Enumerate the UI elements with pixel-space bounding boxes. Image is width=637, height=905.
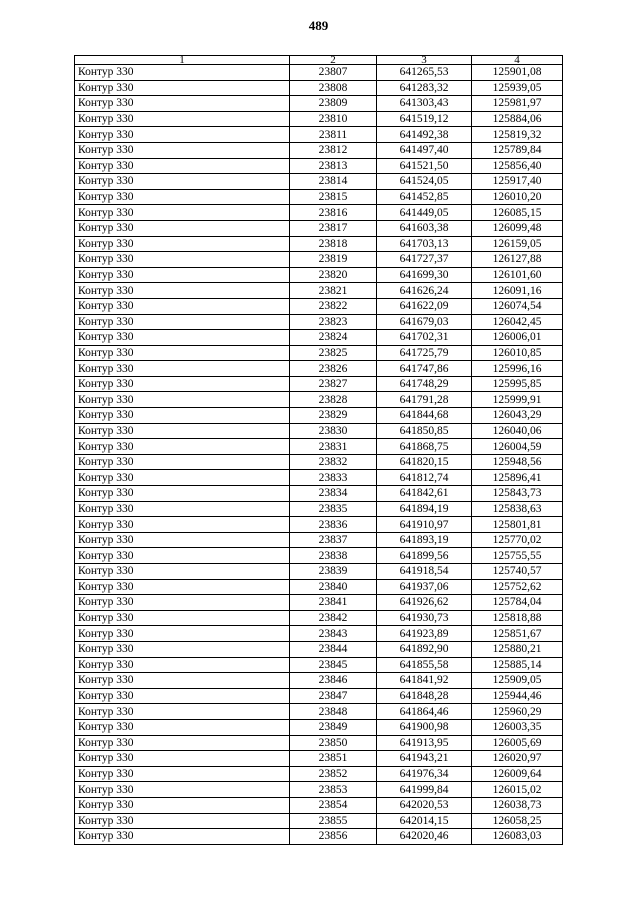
contour-name-cell: Контур 330 bbox=[75, 797, 290, 813]
table-row bbox=[75, 486, 563, 502]
x-coordinate-cell: 641603,38 bbox=[377, 220, 472, 236]
x-coordinate-cell: 641844,68 bbox=[377, 408, 472, 424]
page-number: 489 bbox=[308, 18, 329, 33]
table-header bbox=[75, 56, 563, 65]
y-coordinate-cell: 126010,85 bbox=[472, 345, 563, 361]
x-coordinate-cell: 641519,12 bbox=[377, 111, 472, 127]
point-number-cell: 23851 bbox=[290, 751, 377, 767]
table-row bbox=[75, 657, 563, 673]
point-number-cell: 23822 bbox=[290, 298, 377, 314]
contour-name-cell: Контур 330 bbox=[75, 595, 290, 611]
x-coordinate-cell: 641626,24 bbox=[377, 283, 472, 299]
point-number-cell: 23815 bbox=[290, 189, 377, 205]
x-coordinate-cell: 641892,90 bbox=[377, 641, 472, 657]
contour-name-cell: Контур 330 bbox=[75, 454, 290, 470]
point-number-cell: 23853 bbox=[290, 782, 377, 798]
contour-name-cell: Контур 330 bbox=[75, 688, 290, 704]
point-number-cell: 23839 bbox=[290, 564, 377, 580]
y-coordinate-cell: 126004,59 bbox=[472, 439, 563, 455]
table-row bbox=[75, 80, 563, 96]
x-coordinate-cell: 641449,05 bbox=[377, 205, 472, 221]
point-number-cell: 23827 bbox=[290, 376, 377, 392]
y-coordinate-cell: 126040,06 bbox=[472, 423, 563, 439]
x-coordinate-cell: 641999,84 bbox=[377, 782, 472, 798]
point-number-cell: 23833 bbox=[290, 470, 377, 486]
x-coordinate-cell: 641868,75 bbox=[377, 439, 472, 455]
table-row bbox=[75, 205, 563, 221]
point-number-cell: 23830 bbox=[290, 423, 377, 439]
point-number-cell: 23808 bbox=[290, 80, 377, 96]
y-coordinate-cell: 126009,64 bbox=[472, 766, 563, 782]
point-number-cell: 23843 bbox=[290, 626, 377, 642]
point-number-cell: 23818 bbox=[290, 236, 377, 252]
x-coordinate-cell: 641725,79 bbox=[377, 345, 472, 361]
table-row bbox=[75, 641, 563, 657]
point-number-cell: 23814 bbox=[290, 174, 377, 190]
contour-name-cell: Контур 330 bbox=[75, 719, 290, 735]
y-coordinate-cell: 125752,62 bbox=[472, 579, 563, 595]
point-number-cell: 23846 bbox=[290, 673, 377, 689]
y-coordinate-cell: 126159,05 bbox=[472, 236, 563, 252]
y-coordinate-cell: 126074,54 bbox=[472, 298, 563, 314]
contour-name-cell: Контур 330 bbox=[75, 766, 290, 782]
contour-name-cell: Контур 330 bbox=[75, 127, 290, 143]
table-row bbox=[75, 766, 563, 782]
contour-name-cell: Контур 330 bbox=[75, 517, 290, 533]
y-coordinate-cell: 126005,69 bbox=[472, 735, 563, 751]
x-coordinate-cell: 641521,50 bbox=[377, 158, 472, 174]
point-number-cell: 23820 bbox=[290, 267, 377, 283]
table-row bbox=[75, 751, 563, 767]
contour-name-cell: Контур 330 bbox=[75, 501, 290, 517]
x-coordinate-cell: 641850,85 bbox=[377, 423, 472, 439]
table-row bbox=[75, 595, 563, 611]
x-coordinate-cell: 641791,28 bbox=[377, 392, 472, 408]
x-coordinate-cell: 641848,28 bbox=[377, 688, 472, 704]
contour-name-cell: Контур 330 bbox=[75, 158, 290, 174]
y-coordinate-cell: 125789,84 bbox=[472, 142, 563, 158]
table-row bbox=[75, 283, 563, 299]
y-coordinate-cell: 125995,85 bbox=[472, 376, 563, 392]
contour-name-cell: Контур 330 bbox=[75, 330, 290, 346]
table-row bbox=[75, 158, 563, 174]
y-coordinate-cell: 126091,16 bbox=[472, 283, 563, 299]
x-coordinate-cell: 641937,06 bbox=[377, 579, 472, 595]
contour-name-cell: Контур 330 bbox=[75, 283, 290, 299]
contour-name-cell: Контур 330 bbox=[75, 610, 290, 626]
x-coordinate-cell: 641622,09 bbox=[377, 298, 472, 314]
contour-name-cell: Контур 330 bbox=[75, 626, 290, 642]
y-coordinate-cell: 125740,57 bbox=[472, 564, 563, 580]
contour-name-cell: Контур 330 bbox=[75, 829, 290, 845]
point-number-cell: 23819 bbox=[290, 252, 377, 268]
y-coordinate-cell: 125885,14 bbox=[472, 657, 563, 673]
point-number-cell: 23849 bbox=[290, 719, 377, 735]
contour-name-cell: Контур 330 bbox=[75, 813, 290, 829]
x-coordinate-cell: 641679,03 bbox=[377, 314, 472, 330]
table-row bbox=[75, 688, 563, 704]
contour-name-cell: Контур 330 bbox=[75, 657, 290, 673]
contour-name-cell: Контур 330 bbox=[75, 314, 290, 330]
y-coordinate-cell: 125896,41 bbox=[472, 470, 563, 486]
column-header-4: 4 bbox=[472, 56, 563, 65]
y-coordinate-cell: 125880,21 bbox=[472, 641, 563, 657]
point-number-cell: 23835 bbox=[290, 501, 377, 517]
table-row bbox=[75, 579, 563, 595]
table-row bbox=[75, 454, 563, 470]
point-number-cell: 23826 bbox=[290, 361, 377, 377]
table-row bbox=[75, 610, 563, 626]
contour-name-cell: Контур 330 bbox=[75, 532, 290, 548]
table-row bbox=[75, 532, 563, 548]
y-coordinate-cell: 125917,40 bbox=[472, 174, 563, 190]
y-coordinate-cell: 126020,97 bbox=[472, 751, 563, 767]
point-number-cell: 23829 bbox=[290, 408, 377, 424]
point-number-cell: 23807 bbox=[290, 65, 377, 81]
x-coordinate-cell: 641748,29 bbox=[377, 376, 472, 392]
contour-name-cell: Контур 330 bbox=[75, 408, 290, 424]
contour-name-cell: Контур 330 bbox=[75, 174, 290, 190]
table-row bbox=[75, 470, 563, 486]
header-row bbox=[75, 56, 563, 65]
table-row bbox=[75, 735, 563, 751]
column-header-2: 2 bbox=[290, 56, 377, 65]
y-coordinate-cell: 125838,63 bbox=[472, 501, 563, 517]
point-number-cell: 23834 bbox=[290, 486, 377, 502]
contour-name-cell: Контур 330 bbox=[75, 673, 290, 689]
table-row bbox=[75, 704, 563, 720]
y-coordinate-cell: 126083,03 bbox=[472, 829, 563, 845]
x-coordinate-cell: 641283,32 bbox=[377, 80, 472, 96]
table-row bbox=[75, 345, 563, 361]
table-row bbox=[75, 330, 563, 346]
point-number-cell: 23841 bbox=[290, 595, 377, 611]
y-coordinate-cell: 126006,01 bbox=[472, 330, 563, 346]
point-number-cell: 23838 bbox=[290, 548, 377, 564]
x-coordinate-cell: 641452,85 bbox=[377, 189, 472, 205]
point-number-cell: 23810 bbox=[290, 111, 377, 127]
table-row bbox=[75, 517, 563, 533]
table-row bbox=[75, 392, 563, 408]
contour-name-cell: Контур 330 bbox=[75, 751, 290, 767]
contour-name-cell: Контур 330 bbox=[75, 579, 290, 595]
y-coordinate-cell: 125770,02 bbox=[472, 532, 563, 548]
point-number-cell: 23813 bbox=[290, 158, 377, 174]
point-number-cell: 23823 bbox=[290, 314, 377, 330]
table-row bbox=[75, 314, 563, 330]
contour-name-cell: Контур 330 bbox=[75, 142, 290, 158]
x-coordinate-cell: 641899,56 bbox=[377, 548, 472, 564]
contour-name-cell: Контур 330 bbox=[75, 423, 290, 439]
y-coordinate-cell: 125884,06 bbox=[472, 111, 563, 127]
contour-name-cell: Контур 330 bbox=[75, 439, 290, 455]
point-number-cell: 23842 bbox=[290, 610, 377, 626]
x-coordinate-cell: 641918,54 bbox=[377, 564, 472, 580]
contour-name-cell: Контур 330 bbox=[75, 470, 290, 486]
x-coordinate-cell: 641910,97 bbox=[377, 517, 472, 533]
x-coordinate-cell: 641923,89 bbox=[377, 626, 472, 642]
y-coordinate-cell: 125819,32 bbox=[472, 127, 563, 143]
y-coordinate-cell: 126010,20 bbox=[472, 189, 563, 205]
x-coordinate-cell: 641747,86 bbox=[377, 361, 472, 377]
y-coordinate-cell: 126127,88 bbox=[472, 252, 563, 268]
point-number-cell: 23831 bbox=[290, 439, 377, 455]
table-row bbox=[75, 361, 563, 377]
point-number-cell: 23852 bbox=[290, 766, 377, 782]
x-coordinate-cell: 642014,15 bbox=[377, 813, 472, 829]
x-coordinate-cell: 641820,15 bbox=[377, 454, 472, 470]
y-coordinate-cell: 126058,25 bbox=[472, 813, 563, 829]
table-row bbox=[75, 408, 563, 424]
y-coordinate-cell: 125960,29 bbox=[472, 704, 563, 720]
point-number-cell: 23812 bbox=[290, 142, 377, 158]
point-number-cell: 23817 bbox=[290, 220, 377, 236]
table-row bbox=[75, 298, 563, 314]
point-number-cell: 23855 bbox=[290, 813, 377, 829]
table-row bbox=[75, 797, 563, 813]
x-coordinate-cell: 641855,58 bbox=[377, 657, 472, 673]
point-number-cell: 23837 bbox=[290, 532, 377, 548]
y-coordinate-cell: 125784,04 bbox=[472, 595, 563, 611]
contour-name-cell: Контур 330 bbox=[75, 205, 290, 221]
column-header-3: 3 bbox=[377, 56, 472, 65]
x-coordinate-cell: 641702,31 bbox=[377, 330, 472, 346]
point-number-cell: 23854 bbox=[290, 797, 377, 813]
table-row bbox=[75, 267, 563, 283]
table-row bbox=[75, 236, 563, 252]
table-row bbox=[75, 673, 563, 689]
table-row bbox=[75, 439, 563, 455]
contour-name-cell: Контур 330 bbox=[75, 298, 290, 314]
table-row bbox=[75, 220, 563, 236]
y-coordinate-cell: 126015,02 bbox=[472, 782, 563, 798]
point-number-cell: 23832 bbox=[290, 454, 377, 470]
contour-name-cell: Контур 330 bbox=[75, 392, 290, 408]
y-coordinate-cell: 125851,67 bbox=[472, 626, 563, 642]
point-number-cell: 23809 bbox=[290, 96, 377, 112]
x-coordinate-cell: 642020,53 bbox=[377, 797, 472, 813]
point-number-cell: 23845 bbox=[290, 657, 377, 673]
table-row bbox=[75, 65, 563, 81]
contour-name-cell: Контур 330 bbox=[75, 236, 290, 252]
table-row bbox=[75, 423, 563, 439]
table-row bbox=[75, 548, 563, 564]
y-coordinate-cell: 125944,46 bbox=[472, 688, 563, 704]
point-number-cell: 23825 bbox=[290, 345, 377, 361]
x-coordinate-cell: 641497,40 bbox=[377, 142, 472, 158]
point-number-cell: 23848 bbox=[290, 704, 377, 720]
x-coordinate-cell: 641303,43 bbox=[377, 96, 472, 112]
table-row bbox=[75, 626, 563, 642]
table-row bbox=[75, 829, 563, 845]
point-number-cell: 23847 bbox=[290, 688, 377, 704]
contour-name-cell: Контур 330 bbox=[75, 345, 290, 361]
contour-name-cell: Контур 330 bbox=[75, 548, 290, 564]
point-number-cell: 23811 bbox=[290, 127, 377, 143]
contour-name-cell: Контур 330 bbox=[75, 96, 290, 112]
contour-name-cell: Контур 330 bbox=[75, 361, 290, 377]
y-coordinate-cell: 125901,08 bbox=[472, 65, 563, 81]
contour-name-cell: Контур 330 bbox=[75, 252, 290, 268]
x-coordinate-cell: 641812,74 bbox=[377, 470, 472, 486]
table-row bbox=[75, 189, 563, 205]
x-coordinate-cell: 641524,05 bbox=[377, 174, 472, 190]
table-body bbox=[75, 65, 563, 845]
y-coordinate-cell: 125818,88 bbox=[472, 610, 563, 626]
y-coordinate-cell: 125939,05 bbox=[472, 80, 563, 96]
table-row bbox=[75, 564, 563, 580]
contour-name-cell: Контур 330 bbox=[75, 735, 290, 751]
point-number-cell: 23856 bbox=[290, 829, 377, 845]
x-coordinate-cell: 641265,53 bbox=[377, 65, 472, 81]
table-row bbox=[75, 501, 563, 517]
point-number-cell: 23844 bbox=[290, 641, 377, 657]
table-row bbox=[75, 127, 563, 143]
y-coordinate-cell: 126101,60 bbox=[472, 267, 563, 283]
coordinates-table bbox=[74, 55, 563, 845]
x-coordinate-cell: 641492,38 bbox=[377, 127, 472, 143]
table-row bbox=[75, 111, 563, 127]
contour-name-cell: Контур 330 bbox=[75, 564, 290, 580]
column-header-1: 1 bbox=[75, 56, 290, 65]
x-coordinate-cell: 641930,73 bbox=[377, 610, 472, 626]
contour-name-cell: Контур 330 bbox=[75, 80, 290, 96]
point-number-cell: 23840 bbox=[290, 579, 377, 595]
x-coordinate-cell: 641976,34 bbox=[377, 766, 472, 782]
x-coordinate-cell: 641699,30 bbox=[377, 267, 472, 283]
y-coordinate-cell: 126038,73 bbox=[472, 797, 563, 813]
contour-name-cell: Контур 330 bbox=[75, 704, 290, 720]
x-coordinate-cell: 642020,46 bbox=[377, 829, 472, 845]
x-coordinate-cell: 641894,19 bbox=[377, 501, 472, 517]
contour-name-cell: Контур 330 bbox=[75, 111, 290, 127]
contour-name-cell: Контур 330 bbox=[75, 65, 290, 81]
contour-name-cell: Контур 330 bbox=[75, 782, 290, 798]
table-row bbox=[75, 252, 563, 268]
table-row bbox=[75, 142, 563, 158]
table-row bbox=[75, 813, 563, 829]
x-coordinate-cell: 641864,46 bbox=[377, 704, 472, 720]
x-coordinate-cell: 641727,37 bbox=[377, 252, 472, 268]
table-row bbox=[75, 376, 563, 392]
y-coordinate-cell: 125981,97 bbox=[472, 96, 563, 112]
table-row bbox=[75, 96, 563, 112]
point-number-cell: 23850 bbox=[290, 735, 377, 751]
y-coordinate-cell: 125843,73 bbox=[472, 486, 563, 502]
x-coordinate-cell: 641703,13 bbox=[377, 236, 472, 252]
contour-name-cell: Контур 330 bbox=[75, 376, 290, 392]
x-coordinate-cell: 641913,95 bbox=[377, 735, 472, 751]
point-number-cell: 23828 bbox=[290, 392, 377, 408]
y-coordinate-cell: 126085,15 bbox=[472, 205, 563, 221]
y-coordinate-cell: 125801,81 bbox=[472, 517, 563, 533]
x-coordinate-cell: 641842,61 bbox=[377, 486, 472, 502]
table-row bbox=[75, 719, 563, 735]
contour-name-cell: Контур 330 bbox=[75, 486, 290, 502]
contour-name-cell: Контур 330 bbox=[75, 267, 290, 283]
y-coordinate-cell: 125999,91 bbox=[472, 392, 563, 408]
y-coordinate-cell: 125909,05 bbox=[472, 673, 563, 689]
contour-name-cell: Контур 330 bbox=[75, 641, 290, 657]
point-number-cell: 23836 bbox=[290, 517, 377, 533]
point-number-cell: 23821 bbox=[290, 283, 377, 299]
y-coordinate-cell: 126099,48 bbox=[472, 220, 563, 236]
x-coordinate-cell: 641943,21 bbox=[377, 751, 472, 767]
table-row bbox=[75, 174, 563, 190]
x-coordinate-cell: 641893,19 bbox=[377, 532, 472, 548]
y-coordinate-cell: 125996,16 bbox=[472, 361, 563, 377]
contour-name-cell: Контур 330 bbox=[75, 220, 290, 236]
y-coordinate-cell: 126003,35 bbox=[472, 719, 563, 735]
x-coordinate-cell: 641841,92 bbox=[377, 673, 472, 689]
y-coordinate-cell: 126043,29 bbox=[472, 408, 563, 424]
x-coordinate-cell: 641926,62 bbox=[377, 595, 472, 611]
y-coordinate-cell: 125948,56 bbox=[472, 454, 563, 470]
y-coordinate-cell: 126042,45 bbox=[472, 314, 563, 330]
y-coordinate-cell: 125856,40 bbox=[472, 158, 563, 174]
table-row bbox=[75, 782, 563, 798]
contour-name-cell: Контур 330 bbox=[75, 189, 290, 205]
point-number-cell: 23824 bbox=[290, 330, 377, 346]
y-coordinate-cell: 125755,55 bbox=[472, 548, 563, 564]
x-coordinate-cell: 641900,98 bbox=[377, 719, 472, 735]
point-number-cell: 23816 bbox=[290, 205, 377, 221]
